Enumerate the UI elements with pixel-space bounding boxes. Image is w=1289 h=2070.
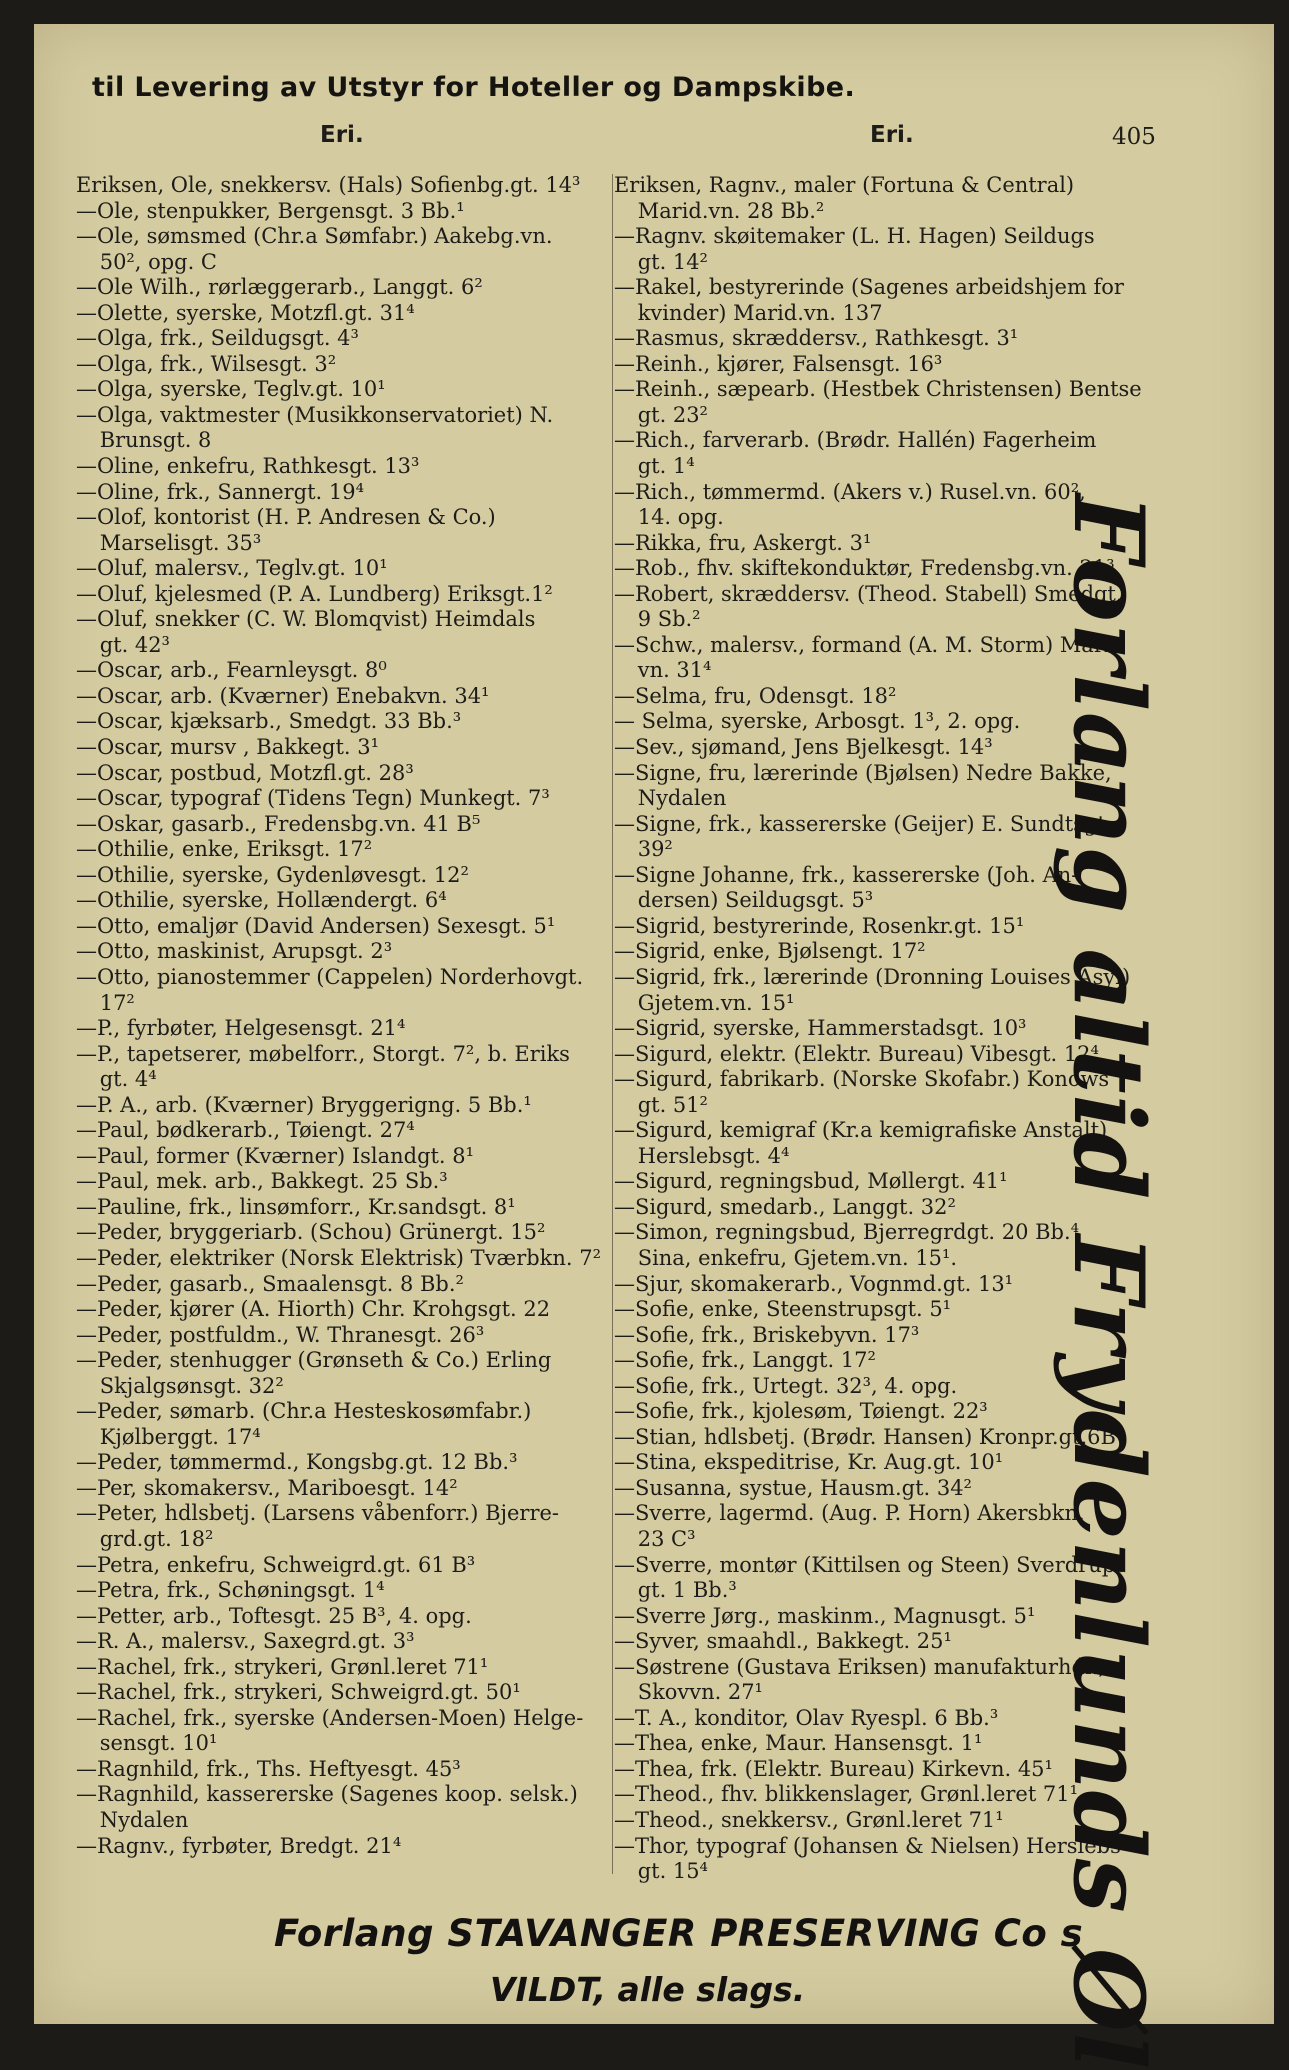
entry-continuation-line: Nydalen	[637, 785, 727, 811]
entry-continuation-line: gt. 23²	[637, 401, 708, 427]
directory-entry-line: —Thea, frk. (Elektr. Bureau) Kirkevn. 45¹	[614, 1755, 1053, 1781]
directory-entry-line: —Rachel, frk., syerske (Andersen-Moen) Helge-	[76, 1704, 584, 1730]
directory-entry-line: —Petter, arb., Toftesgt. 25 B³, 4. opg.	[76, 1602, 472, 1628]
directory-entry-line: —Sigurd, smedarb., Langgt. 32²	[614, 1193, 956, 1219]
directory-entry-line: —Signe Johanne, frk., kassererske (Joh. An-	[614, 861, 1079, 887]
column-divider	[612, 174, 613, 1874]
directory-entry-line: —Ole Wilh., rørlæggerarb., Langgt. 6²	[76, 274, 483, 300]
directory-entry-line: Eriksen, Ole, snekkersv. (Hals) Sofienbg.gt. 14³	[76, 172, 581, 197]
entry-continuation-line: gt. 42³	[99, 631, 170, 657]
directory-entry-line: —Rich., tømmermd. (Akers v.) Rusel.vn. 60²,	[614, 478, 1086, 504]
directory-entry-line: —Sofie, enke, Steenstrupsgt. 5¹	[614, 1296, 952, 1322]
directory-entry-line: —Signe, frk., kassererske (Geijer) E. Sundtsgt.	[614, 810, 1113, 836]
directory-entry-line: —Rikka, fru, Askergt. 3¹	[614, 529, 872, 555]
left-column-header: Eri.	[320, 122, 364, 148]
directory-entry-line: —Othilie, syerske, Gydenløvesgt. 12²	[76, 861, 469, 887]
directory-entry-line: —Peder, tømmermd., Kongsbg.gt. 12 Bb.³	[76, 1449, 518, 1475]
directory-entry-line: —Oscar, arb. (Kværner) Enebakvn. 34¹	[76, 682, 490, 708]
directory-entry-line: —Sigrid, frk., lærerinde (Dronning Louises Asyl)	[614, 963, 1131, 989]
directory-entry-line: —Oluf, malersv., Teglv.gt. 10¹	[76, 555, 388, 581]
left-column	[76, 172, 658, 1858]
directory-entry-line: —Signe, fru, lærerinde (Bjølsen) Nedre Bakke,	[614, 759, 1112, 785]
entry-continuation-line: Brunsgt. 8	[99, 427, 212, 453]
entry-continuation-line: 9 Sb.²	[637, 606, 701, 632]
entry-continuation-line: gt. 4⁴	[99, 1066, 157, 1092]
directory-entry-line: —Oluf, kjelesmed (P. A. Lundberg) Eriksgt.1²	[76, 580, 553, 606]
directory-entry-line: —Sigrid, bestyrerinde, Rosenkr.gt. 15¹	[614, 912, 1025, 938]
directory-entry-line: —Oluf, snekker (C. W. Blomqvist) Heimdals	[76, 606, 536, 632]
directory-entry-line: —Peder, gasarb., Smaalensgt. 8 Bb.²	[76, 1270, 464, 1296]
directory-entry-line: —Petra, frk., Schøningsgt. 1⁴	[76, 1577, 385, 1603]
directory-entry-line: —Stian, hdlsbetj. (Brødr. Hansen) Kronpr.gt.6B⁴	[614, 1423, 1125, 1449]
directory-entry-line: —Sigrid, syerske, Hammerstadsgt. 10³	[614, 1015, 1027, 1041]
directory-entry-line: —Oline, enkefru, Rathkesgt. 13³	[76, 453, 420, 479]
directory-entry-line: —Stina, ekspeditrise, Kr. Aug.gt. 10¹	[614, 1449, 1004, 1475]
directory-entry-line: —Ragnv. skøitemaker (L. H. Hagen) Seildugs	[614, 223, 1095, 249]
entry-continuation-line: Marselisgt. 35³	[99, 529, 262, 555]
directory-entry-line: —Rich., farverarb. (Brødr. Hallén) Fagerheim	[614, 427, 1097, 453]
entry-continuation-line: Herslebsgt. 4⁴	[637, 1142, 790, 1168]
directory-entry-line: —Søstrene (Gustava Eriksen) manufakturhdl.,	[614, 1653, 1106, 1679]
directory-entry-line: —Othilie, syerske, Hollændergt. 6⁴	[76, 887, 447, 913]
directory-entry-line: —Othilie, enke, Eriksgt. 17²	[76, 836, 373, 862]
entry-continuation-line: Nydalen	[99, 1807, 189, 1832]
directory-entry-line: —Sverre, lagermd. (Aug. P. Horn) Akersbkn.	[614, 1500, 1085, 1526]
entry-continuation-line: 50², opg. C	[99, 248, 217, 274]
entry-continuation-line: gt. 14²	[637, 248, 708, 274]
directory-entry-line: —Sigurd, regningsbud, Møllergt. 41¹	[614, 1168, 1008, 1194]
directory-entry-line: —Olof, kontorist (H. P. Andresen & Co.)	[76, 504, 496, 530]
directory-entry-line: —Oscar, mursv , Bakkegt. 3¹	[76, 734, 380, 760]
directory-entry-line: —Simon, regningsbud, Bjerregrdgt. 20 Bb.⁴	[614, 1219, 1080, 1245]
directory-entry-line: —Oscar, kjæksarb., Smedgt. 33 Bb.³	[76, 708, 462, 734]
directory-entry-line: —Peter, hdlsbetj. (Larsens våbenforr.) Bjerre-	[76, 1500, 559, 1526]
directory-entry-line: —Olga, syerske, Teglv.gt. 10¹	[76, 376, 386, 402]
directory-entry-line: —Sigurd, elektr. (Elektr. Bureau) Vibesgt. 12⁴	[614, 1040, 1099, 1066]
directory-entry-line: —Rachel, frk., strykeri, Schweigrd.gt. 50¹	[76, 1679, 521, 1705]
directory-entry-line: —P. A., arb. (Kværner) Bryggerigng. 5 Bb.¹	[76, 1091, 532, 1117]
directory-entry-line: —Rakel, bestyrerinde (Sagenes arbeidshjem for	[614, 274, 1124, 300]
directory-entry-line: —Sev., sjømand, Jens Bjelkesgt. 14³	[614, 734, 993, 760]
directory-entry-line: —Sverre Jørg., maskinm., Magnusgt. 5¹	[614, 1602, 1036, 1628]
directory-entry-line: —Olga, vaktmester (Musikkonservatoriet) N.	[76, 401, 554, 427]
entry-continuation-line: vn. 31⁴	[637, 657, 712, 683]
directory-entry-line: —Peder, bryggeriarb. (Schou) Grünergt. 15²	[76, 1219, 546, 1245]
side-advertisement: Forlang altid Frydenlunds Øl	[1052, 494, 1165, 2070]
directory-entry-line: —Petra, enkefru, Schweigrd.gt. 61 B³	[76, 1551, 476, 1577]
directory-entry-line: —Theod., snekkersv., Grønl.leret 71¹	[614, 1807, 1004, 1832]
directory-entry-line: —Sofie, frk., Urtegt. 32³, 4. opg.	[614, 1372, 958, 1398]
entry-continuation-line: Skjalgsønsgt. 32²	[99, 1372, 284, 1398]
entry-continuation-line: 17²	[99, 989, 135, 1015]
directory-entry-line: —Ragnhild, kassererske (Sagenes koop. selsk.)	[76, 1781, 578, 1807]
entry-continuation-line: gt. 51²	[637, 1091, 708, 1117]
directory-entry-line: —Per, skomakersv., Mariboesgt. 14²	[76, 1474, 458, 1500]
directory-entry-line: —Peder, stenhugger (Grønseth & Co.) Erling	[76, 1347, 552, 1373]
directory-entry-line: —Ragnv., fyrbøter, Bredgt. 21⁴	[76, 1832, 402, 1858]
directory-entry-line: —Reinh., kjører, Falsensgt. 16³	[614, 350, 943, 376]
directory-entry-line: —T. A., konditor, Olav Ryespl. 6 Bb.³	[614, 1704, 999, 1730]
directory-entry-line: —Sofie, frk., kjolesøm, Tøiengt. 22³	[614, 1398, 988, 1424]
directory-entry-line: —Otto, emaljør (David Andersen) Sexesgt. 5¹	[76, 912, 556, 938]
entry-continuation-line: Sina, enkefru, Gjetem.vn. 15¹.	[637, 1244, 958, 1270]
directory-entry-line: —Rasmus, skræddersv., Rathkesgt. 3¹	[614, 325, 1019, 351]
directory-entry-line: —Oskar, gasarb., Fredensbg.vn. 41 B⁵	[76, 810, 481, 836]
entry-continuation-line: Gjetem.vn. 15¹	[637, 989, 795, 1015]
directory-entry-line: —Olga, frk., Seildugsgt. 4³	[76, 325, 359, 351]
entry-continuation-line: gt. 1⁴	[637, 453, 695, 479]
directory-entry-line: —Otto, pianostemmer (Cappelen) Norderhovgt.	[76, 963, 584, 989]
right-column-header: Eri.	[870, 122, 914, 148]
entry-continuation-line: Kjølberggt. 17⁴	[99, 1423, 261, 1449]
directory-entry-line: —Sigurd, fabrikarb. (Norske Skofabr.) Konows	[614, 1066, 1110, 1092]
directory-entry-line: Eriksen, Ragnv., maler (Fortuna & Central)	[614, 172, 1075, 197]
entry-continuation-line: dersen) Seildugsgt. 5³	[637, 887, 874, 913]
directory-entry-line: —Sjur, skomakerarb., Vognmd.gt. 13¹	[614, 1270, 1014, 1296]
entry-continuation-line: kvinder) Marid.vn. 137	[637, 299, 883, 325]
directory-entry-line: —Sofie, frk., Briskebyvn. 17³	[614, 1321, 920, 1347]
entry-continuation-line: 14. opg.	[637, 504, 724, 530]
directory-entry-line: —Schw., malersv., formand (A. M. Storm) Mark-	[614, 631, 1124, 657]
directory-entry-line: —Thor, typograf (Johansen & Nielsen) Herslebs	[614, 1832, 1121, 1858]
directory-entry-line: —Reinh., sæpearb. (Hestbek Christensen) Bentse	[614, 376, 1142, 402]
entry-continuation-line: gt. 15⁴	[637, 1858, 708, 1884]
bottom-ad-line-1: Forlang STAVANGER PRESERVING Co s	[274, 1912, 1084, 1955]
directory-entry-line: —Peder, sømarb. (Chr.a Hesteskosømfabr.)	[76, 1398, 532, 1424]
directory-entry-line: —Rachel, frk., strykeri, Grønl.leret 71¹	[76, 1653, 489, 1679]
directory-entry-line: — Selma, syerske, Arbosgt. 1³, 2. opg.	[614, 708, 1021, 734]
entry-continuation-line: 39²	[637, 836, 673, 862]
directory-entry-line: —Ole, stenpukker, Bergensgt. 3 Bb.¹	[76, 197, 465, 223]
directory-entry-line: —Oscar, typograf (Tidens Tegn) Munkegt. 7³	[76, 785, 550, 811]
directory-entry-line: —Peder, kjører (A. Hiorth) Chr. Krohgsgt. 22	[76, 1296, 551, 1322]
directory-entry-line: —Sofie, frk., Langgt. 17²	[614, 1347, 876, 1373]
directory-entry-line: —Oline, frk., Sannergt. 19⁴	[76, 478, 364, 504]
directory-entry-line: —Ragnhild, frk., Ths. Heftyesgt. 45³	[76, 1755, 461, 1781]
entry-continuation-line: 23 C³	[637, 1525, 696, 1551]
directory-entry-line: —Sigrid, enke, Bjølsengt. 17²	[614, 938, 926, 964]
entry-continuation-line: grd.gt. 18²	[99, 1525, 214, 1551]
directory-entry-line: —Paul, former (Kværner) Islandgt. 8¹	[76, 1142, 475, 1168]
directory-entry-line: —Olette, syerske, Motzfl.gt. 31⁴	[76, 299, 415, 325]
entry-continuation-line: Marid.vn. 28 Bb.²	[637, 197, 825, 223]
directory-entry-line: —Oscar, postbud, Motzfl.gt. 28³	[76, 759, 414, 785]
directory-entry-line: —Sverre, montør (Kittilsen og Steen) Sverdrups	[614, 1551, 1126, 1577]
directory-entry-line: —Sigurd, kemigraf (Kr.a kemigrafiske Anstalt)	[614, 1117, 1108, 1143]
directory-entry-line: —Peder, elektriker (Norsk Elektrisk) Tværbkn. 7²	[76, 1244, 601, 1270]
directory-entry-line: —P., fyrbøter, Helgesensgt. 21⁴	[76, 1015, 406, 1041]
page-number: 405	[1112, 124, 1156, 150]
directory-entry-line: —Ole, sømsmed (Chr.a Sømfabr.) Aakebg.vn.	[76, 223, 553, 249]
directory-entry-line: —Olga, frk., Wilsesgt. 3²	[76, 350, 337, 376]
directory-entry-line: —Peder, postfuldm., W. Thranesgt. 26³	[76, 1321, 485, 1347]
directory-entry-line: —Robert, skræddersv. (Theod. Stabell) Smedgt.	[614, 580, 1123, 606]
entry-continuation-line: Skovvn. 27¹	[637, 1679, 763, 1705]
directory-entry-line: —P., tapetserer, møbelforr., Storgt. 7², b. Eriks	[76, 1040, 570, 1066]
directory-entry-line: —R. A., malersv., Saxegrd.gt. 3³	[76, 1628, 415, 1654]
directory-page	[34, 24, 1274, 2070]
directory-entry-line: —Pauline, frk., linsømforr., Kr.sandsgt. 8¹	[76, 1193, 516, 1219]
top-banner-ad: til Levering av Utstyr for Hoteller og Dampskibe.	[92, 72, 856, 103]
entry-continuation-line: sensgt. 10¹	[99, 1730, 218, 1756]
directory-entry-line: —Otto, maskinist, Arupsgt. 2³	[76, 938, 393, 964]
directory-entry-line: —Theod., fhv. blikkenslager, Grønl.leret 71¹	[614, 1781, 1079, 1807]
bottom-ad-line-2: VILDT, alle slags.	[490, 1970, 806, 2009]
entry-continuation-line: gt. 1 Bb.³	[637, 1577, 737, 1603]
directory-entry-line: —Thea, enke, Maur. Hansensgt. 1¹	[614, 1730, 983, 1756]
directory-entry-line: —Oscar, arb., Fearnleysgt. 8⁰	[76, 657, 387, 683]
directory-entry-line: —Susanna, systue, Hausm.gt. 34²	[614, 1474, 972, 1500]
directory-entry-line: —Paul, mek. arb., Bakkegt. 25 Sb.³	[76, 1168, 448, 1194]
directory-entry-line: —Rob., fhv. skiftekonduktør, Fredensbg.vn. 21³	[614, 555, 1115, 581]
directory-entry-line: —Paul, bødkerarb., Tøiengt. 27⁴	[76, 1117, 415, 1143]
directory-entry-line: —Selma, fru, Odensgt. 18²	[614, 682, 897, 708]
directory-entry-line: —Syver, smaahdl., Bakkegt. 25¹	[614, 1628, 952, 1654]
